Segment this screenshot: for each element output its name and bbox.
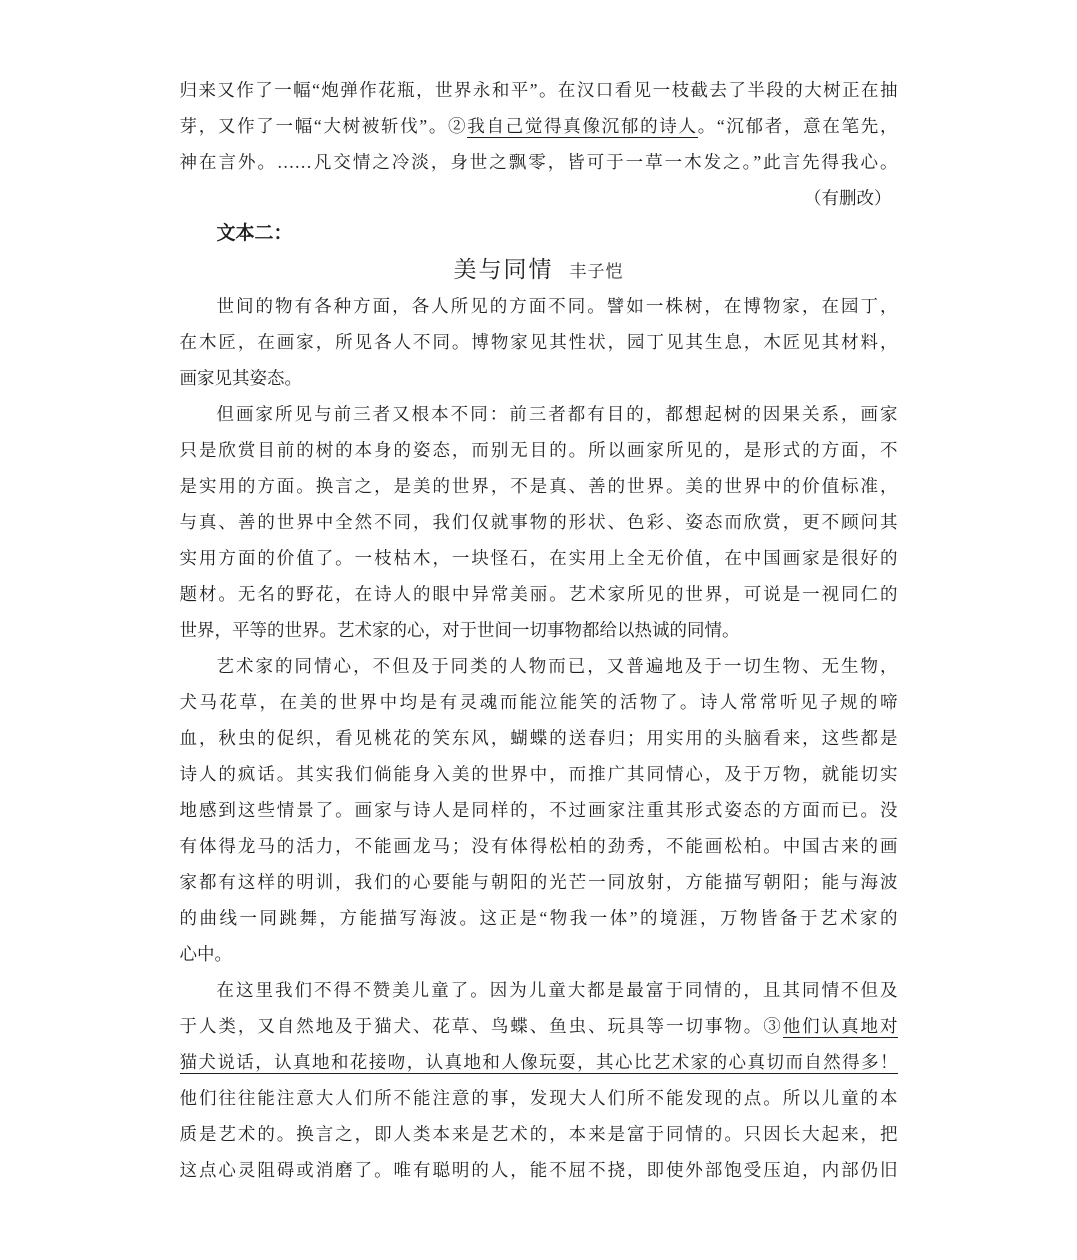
text-line [180,1116,898,1152]
text-line [180,360,898,396]
text-segment: 芽，又作了一幅“大树被斩伐”。② [179,116,468,136]
essay-author: 丰子恺 [569,262,624,281]
text-segment: 他们往往能注意大人们所不能注意的事，发现大人们所不能发现的点。所以儿童的本 [179,1088,898,1108]
text-line [180,288,898,324]
essay-title: 美与同情 [453,257,554,282]
paragraph [180,648,898,972]
text-segment: 这点心灵阻碍或消磨了。唯有聪明的人，能不屈不挠，即使外部饱受压迫，内部仍旧 [179,1160,898,1180]
text-segment: 心中。 [179,944,232,964]
text-two-paragraphs [180,288,898,1188]
text-segment: 题材。无名的野花，在诗人的眼中异常美丽。艺术家所见的世界，可说是一视同仁的 [179,584,898,604]
text-line [180,432,898,468]
text-segment: 只是欣赏目前的树的本身的姿态，而别无目的。所以画家所见的，是形式的方面，不 [179,440,898,460]
essay-title-row [180,252,898,288]
text-line [180,648,898,684]
underlined-sentence: 他们认真地对 [782,1016,898,1036]
text-segment: 实用方面的价值了。一枝枯木，一块怪石，在实用上全无价值，在中国画家是很好的 [179,548,898,568]
text-line [180,972,898,1008]
text-line [180,540,898,576]
document-page [180,0,898,1188]
text-segment: 犬马花草，在美的世界中均是有灵魂而能泣能笑的活物了。诗人常常听见子规的啼 [179,692,898,712]
paragraph [180,396,898,648]
text-segment: 但画家所见与前三者又根本不同：前三者都有目的，都想起树的因果关系，画家 [216,404,898,424]
underlined-sentence: 猫犬说话，认真地和花接吻，认真地和人像玩耍，其心比艺术家的心真切而自然得多！ [179,1052,898,1072]
text-line [180,324,898,360]
text-line [180,1080,898,1116]
text-line [180,612,898,648]
attribution-row [180,180,898,216]
text-line [180,864,898,900]
attribution: （有删改） [804,188,892,208]
text-segment: 。“沉郁者，意在笔先， [697,116,898,136]
text-line [180,576,898,612]
text-line [180,468,898,504]
paragraph [180,288,898,396]
section-label-row [180,216,898,252]
text-segment: 世界，平等的世界。艺术家的心，对于世间一切事物都给以热诚的同情。 [179,620,740,640]
text-line [180,1044,898,1080]
text-segment: 在这里我们不得不赞美儿童了。因为儿童大都是最富于同情的，且其同情不但及 [216,980,898,1000]
text-segment: 质是艺术的。换言之，即人类本来是艺术的，本来是富于同情的。只因长大起来，把 [179,1124,898,1144]
text-segment: 是实用的方面。换言之，是美的世界，不是真、善的世界。美的世界中的价值标准， [179,476,898,496]
text-line [180,756,898,792]
text-segment: 诗人的疯话。其实我们倘能身入美的世界中，而推广其同情心，及于万物，就能切实 [179,764,898,784]
text-line [180,504,898,540]
text-line [180,72,898,108]
text-line [180,900,898,936]
text-line [180,144,898,180]
text-segment: 画家见其姿态。 [179,368,302,388]
text-segment: 家都有这样的明训，我们的心要能与朝阳的光芒一同放射，方能描写朝阳；能与海波 [179,872,898,892]
text-line [180,828,898,864]
text-line [180,936,898,972]
section-label: 文本二： [216,223,293,244]
text-line [180,396,898,432]
text-segment: 世间的物有各种方面，各人所见的方面不同。譬如一株树，在博物家，在园丁， [216,296,898,316]
text-segment: 在木匠，在画家，所见各人不同。博物家见其性状，园丁见其生息，木匠见其材料， [179,332,898,352]
text-line [180,108,898,144]
text-segment: 神在言外。……凡交情之冷淡，身世之飘零，皆可于一草一木发之。”此言先得我心。 [179,152,898,172]
text-line [180,684,898,720]
text-line [180,720,898,756]
text-segment: 与真、善的世界中全然不同，我们仅就事物的形状、色彩、姿态而欣赏，更不顾问其 [179,512,898,532]
text-segment: 艺术家的同情心，不但及于同类的人物而已，又普遍地及于一切生物、无生物， [216,656,898,676]
text-segment: 的曲线一同跳舞，方能描写海波。这正是“物我一体”的境涯，万物皆备于艺术家的 [179,908,898,928]
text-segment: 血，秋虫的促织，看见桃花的笑东风，蝴蝶的送春归；用实用的头脑看来，这些都是 [179,728,898,748]
underlined-sentence: 我自己觉得真像沉郁的诗人 [467,116,698,136]
paragraph [180,972,898,1188]
text-line [180,1152,898,1188]
text-line [180,792,898,828]
text-segment: 于人类，又自然地及于猫犬、花草、鸟蝶、鱼虫、玩具等一切事物。③ [179,1016,783,1036]
text-segment: 归来又作了一幅“炮弹作花瓶，世界永和平”。在汉口看见一枝截去了半段的大树正在抽 [179,80,898,100]
text-segment: 有体得龙马的活力，不能画龙马；没有体得松柏的劲秀，不能画松柏。中国古来的画 [179,836,898,856]
text-one-block [180,72,898,180]
text-line [180,1008,898,1044]
text-segment: 地感到这些情景了。画家与诗人是同样的，不过画家注重其形式姿态的方面而已。没 [179,800,898,820]
